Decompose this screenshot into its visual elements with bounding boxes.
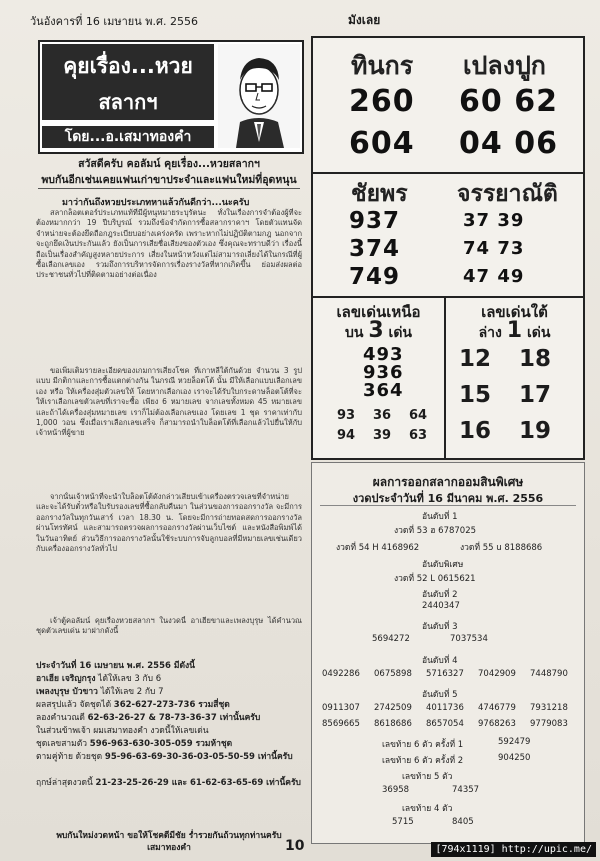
prize-number: งวดที่ 53 ฮ 6787025 xyxy=(394,526,477,536)
prize-label: เลขท้าย 4 ตัว xyxy=(402,804,453,814)
prediction-row xyxy=(36,725,302,738)
prediction-label: ฤกษ์ล่าสุดงวดนี้ xyxy=(36,778,93,788)
prize-number: 4746779 xyxy=(478,703,516,713)
two-digit-number: 15 xyxy=(459,382,492,408)
two-digit-pair: 04 06 xyxy=(459,126,558,161)
two-digit-pair: 74 73 xyxy=(463,238,525,259)
lucky-numbers-panel xyxy=(311,36,585,460)
prize-label: เลขท้าย 6 ตัว ครั้งที่ 1 xyxy=(382,740,464,750)
prediction-value: 362-627-273-736 รวมสี่ชุด xyxy=(113,700,230,710)
two-digit-number: 12 xyxy=(459,346,492,372)
prize-label: อันดับที่ 5 xyxy=(422,690,458,700)
image-watermark: [794x1119] http://upic.me/ xyxy=(431,842,596,857)
two-digit-pair: 47 49 xyxy=(463,266,525,287)
article-text: เจ้าตู้คอลัมน์ คุยเรื่องหวยสลากฯ ในงวดนี้ อาเฮียขาและเพลงบุรุษ ได้คำนวณชุดตัวเลขเด่น มาฝากดังนี้ xyxy=(36,616,302,636)
prediction-value: 95-96-63-69-30-36-03-05-50-59 เท่านี้ครับ xyxy=(104,752,293,762)
savings-lottery-results xyxy=(311,462,585,844)
two-digit-number: 16 xyxy=(459,418,492,444)
prediction-label: เพลงบุรุษ บัวขาว xyxy=(36,687,98,697)
two-digit-number: 18 xyxy=(519,346,552,372)
page-footer xyxy=(0,838,600,861)
prize-number: 8569665 xyxy=(322,719,360,729)
prediction-label: ผลสรุปแล้ว จัดชุดได้ xyxy=(36,700,112,710)
prize-number: 5694272 xyxy=(372,634,410,644)
predictor-name: เปลงปูก xyxy=(463,51,546,80)
predictor-name: ชัยพร xyxy=(351,181,408,207)
prediction-row xyxy=(36,712,302,725)
three-digit-number: 374 xyxy=(349,236,401,262)
prediction-date xyxy=(36,660,302,673)
column-article xyxy=(22,30,304,853)
two-digit-number: 94 xyxy=(337,428,356,443)
prize-number: 74357 xyxy=(452,785,480,795)
prize-number: 5716327 xyxy=(426,669,464,679)
prediction-value: 62-63-26-27 & 78-73-36-37 เท่านั้นครับ xyxy=(87,713,261,723)
results-subtitle: งวดประจำวันที่ 16 มีนาคม พ.ศ. 2556 xyxy=(352,492,544,505)
prize-label: อันดับที่ 2 xyxy=(422,590,458,600)
lower-prefix: ล่าง xyxy=(478,325,502,341)
author-portrait-icon xyxy=(218,44,300,148)
predictor-name: จรรยาณัติ xyxy=(457,181,558,207)
prediction-label: ในส่วนข้าพเจ้า xyxy=(36,726,91,736)
prize-number: 592479 xyxy=(498,737,531,747)
article-text: ขอเพิ่มเติมรายละเอียดของเกมการเสี่ยงโชค ที่เกาหลีใต้กันด้วย จำนวน 3 รูปแบบ มีกติกาและการซื้อแตกต่างกัน ในกรณี หวยล็อตโต้ นั้น มีให้เลือกแบบเลือกเลขเอง หรือ ให้เครื่องสุ่มตัวเลขให้ โดยหากเลือกเอง เราจะได้รับใบกระดาษล็อตโต้ที่จะให้เราเลือกเลขตัวเลขที่เราจะซื้อ เพียง 6 หมายเลข จากเลขทั้งหมด 45 หมายเลข และถ้าได้เครื่องสุ่มหมายเลข เราก็ไม่ต้องเลือกเลขเอง โดยเลข 1 ชุด ราคาเท่ากับ 1,000 วอน ซึ่งเมื่อเราเลือกเลขเสร็จ ก็สามารถนำใบล็อตโต้ที่เลือกแล้วไปยื่นให้กับเจ้าหน้าที่ผู้ขาย xyxy=(36,366,302,438)
column-author: โดย...อ.เสมาทองคำ xyxy=(42,126,214,148)
publication-name: มังเลย xyxy=(348,13,381,27)
prize-number: 7042909 xyxy=(478,669,516,679)
divider xyxy=(320,505,576,506)
three-digit-number: 260 xyxy=(349,84,415,119)
prize-number: 8405 xyxy=(452,817,474,827)
prize-number: 2742509 xyxy=(374,703,412,713)
prediction-label: ตามคู่ท้าย ด้วยชุด xyxy=(36,752,103,762)
column-title-line2: สลากฯ xyxy=(98,90,158,114)
lower-digit: 1 xyxy=(506,318,523,343)
two-digit-pair: 37 39 xyxy=(463,210,525,231)
page-header xyxy=(18,8,582,30)
prize-label: อันดับที่ 3 xyxy=(422,622,458,632)
prediction-row xyxy=(36,777,302,803)
prize-number: งวดที่ 54 H 4168962 xyxy=(336,543,420,553)
prize-number: 9768263 xyxy=(478,719,516,729)
three-digit-number: 937 xyxy=(349,208,401,234)
prize-number: 5715 xyxy=(392,817,414,827)
prize-number: 2440347 xyxy=(422,601,460,611)
prize-number: 7448790 xyxy=(530,669,568,679)
divider xyxy=(38,188,300,189)
prize-label: อันดับที่ 1 xyxy=(422,512,458,522)
prize-number: 8618686 xyxy=(374,719,412,729)
prediction-label: ลองคำนวณดี xyxy=(36,713,85,723)
prediction-row xyxy=(36,686,302,699)
upper-title: เลขเด่นเหนือ xyxy=(336,303,421,321)
three-digit-number: 749 xyxy=(349,264,401,290)
prize-number: 7931218 xyxy=(530,703,568,713)
page-number: 10 xyxy=(285,838,305,854)
predictor-name: ทินกร xyxy=(351,51,414,80)
upper-subtitle xyxy=(313,318,444,344)
divider xyxy=(313,296,583,298)
prize-number: 0675898 xyxy=(374,669,412,679)
two-digit-number: 39 xyxy=(373,428,392,443)
article-paragraph-3 xyxy=(36,492,302,616)
prize-number: งวดที่ 55 u 8188686 xyxy=(460,543,543,553)
signoff-name: เสมาทองคำ xyxy=(147,843,191,853)
prize-label: อันดับที่ 4 xyxy=(422,656,458,666)
column-masthead xyxy=(38,40,304,154)
lower-suffix: เด่น xyxy=(526,325,551,341)
two-digit-number: 19 xyxy=(519,418,552,444)
prediction-value: ผมเสมาทองคำ งวดนี้ให้เลขเด่น xyxy=(93,726,209,736)
lower-title: เลขเด่นใต้ xyxy=(481,303,548,321)
divider xyxy=(313,172,583,174)
prize-number: งวดที่ 52 L 0615621 xyxy=(394,574,476,584)
article-text: สลากล็อตเตอร์ประเภทแท้ที่มีผู้หนุหมายระบุรัตนะ ทั้งในเรื่องการจำต้องผู้ที่จะต้องหมากกว่า 19 ปีบริบูรณ์ รวมถึงข้อจำกัดการซื้อสลากราคาฯ โดยตัวแทนจัดจำหน่ายจะต้องยึดถือกฎระเบียบอย่างเคร่งครัด เพราะหากไม่ปฏิบัติตามกฎ นอกจากจะถูกยึดเงินประกันแล้ว ยังเป็นการเสียชื่อเสียงของตัวเอง ซึ่งคุณจะทราบดีว่า เรื่องนี้ถือเป็นเรื่องสำคัญสูงหลายประการ เสี่ยงในหน้าหวังแต่ไม่สามารถเลี่ยงได้ในกรณีที่ผู้ซื้อเลือกเลขเอง รวมถึงการบริหารจัดการเรื่องรางวัลที่หากเกิดขึ้น ย่อมส่งผลต่อประชาชนทั่วไปที่ติดตามอย่างต่อเนื่อง xyxy=(36,208,302,280)
two-digit-number: 63 xyxy=(409,428,428,443)
prediction-row xyxy=(36,751,302,777)
three-digit-number: 936 xyxy=(363,362,404,383)
prediction-value: ได้ให้เลข 3 กับ 6 xyxy=(98,674,162,684)
prediction-label: ชุดเลขสามตัว xyxy=(36,739,88,749)
prediction-row xyxy=(36,699,302,712)
column-title xyxy=(42,44,214,120)
prize-number: 0492286 xyxy=(322,669,360,679)
prediction-label: อาเฮีย เจริญกรุง xyxy=(36,674,96,684)
number-predictions xyxy=(36,660,302,803)
prize-label: อันดับพิเศษ xyxy=(422,560,464,570)
upper-suffix: เด่น xyxy=(388,325,412,341)
prediction-row xyxy=(36,673,302,686)
prize-number: 36958 xyxy=(382,785,410,795)
column-title-line1: คุยเรื่อง...หวย xyxy=(63,54,193,78)
prize-number: 0911307 xyxy=(322,703,360,713)
issue-date: วันอังคารที่ 16 เมษายน พ.ศ. 2556 xyxy=(30,15,198,28)
article-text: จากนั้นเจ้าหน้าที่จะนำใบล็อตโต้ดังกล่าวเสียบเข้าเครื่องตรวจเลขที่จำหน่าย และจะได้รับตั๋วหรือใบรับรองเลขที่ซื้อกลับคืนมา ในส่วนของการออกรางวัล จะมีการออกรางวัลในทุกวันเสาร์ เวลา 18.30 น. โดยจะมีการถ่ายทอดสดการออกรางวัลผ่านโทรทัศน์ และสามารถตรวจผลการออกรางวัลผ่านเว็บไซต์ และหนังสือพิมพ์ได้ในวันอาทิตย์ ส่วนวิธีการออกรางวัลนั้นใช้ระบบการจับลูกบอลที่มีหมายเลขเช่นเดียวกับเครื่องออกรางวัลทั่วไป xyxy=(36,492,302,554)
signoff-line1: พบกันใหม่งวดหน้า ขอให้โชคดีมีชัย ร่ำรวยกันถ้วนทุกท่านครับ xyxy=(56,831,282,841)
two-digit-number: 36 xyxy=(373,408,392,423)
upper-prefix: บน xyxy=(345,325,364,341)
three-digit-number: 493 xyxy=(363,344,404,365)
prize-number: 9779083 xyxy=(530,719,568,729)
prize-number: 8657054 xyxy=(426,719,464,729)
two-digit-number: 93 xyxy=(337,408,356,423)
article-paragraph-4 xyxy=(36,616,302,656)
column-subtitle: พบกันอีกเช่นเคยแฟนเก่าขาประจำและแฟนใหม่ที่อุดหนุน xyxy=(41,174,297,186)
article-paragraph-2 xyxy=(36,366,302,490)
three-digit-number: 604 xyxy=(349,126,415,161)
two-digit-number: 17 xyxy=(519,382,552,408)
prediction-value: ได้ให้เลข 2 กับ 7 xyxy=(100,687,164,697)
article-paragraph-1 xyxy=(36,208,302,354)
article-lead: มาว่ากันถึงหวยประเภทหาแล้วกันดีกว่า...นะครับ xyxy=(62,198,250,208)
prize-label: เลขท้าย 5 ตัว xyxy=(402,772,453,782)
two-digit-number: 64 xyxy=(409,408,428,423)
prize-number: 4011736 xyxy=(426,703,464,713)
two-digit-pair: 60 62 xyxy=(459,84,558,119)
prediction-row xyxy=(36,738,302,751)
prize-number: 904250 xyxy=(498,753,531,763)
upper-digit: 3 xyxy=(368,318,384,343)
prediction-value: 21-23-25-26-29 และ 61-62-63-65-69 เท่านี้ครับ xyxy=(95,778,301,788)
prize-label: เลขท้าย 6 ตัว ครั้งที่ 2 xyxy=(382,756,464,766)
three-digit-number: 364 xyxy=(363,380,404,401)
prediction-value: 596-963-630-305-059 รวมห้าชุด xyxy=(89,739,233,749)
lower-subtitle xyxy=(446,318,583,344)
prize-number: 7037534 xyxy=(450,634,488,644)
results-title: ผลการออกสลากออมสินพิเศษ xyxy=(372,475,524,489)
column-greeting: สวัสดีครับ คอลัมน์ คุยเรื่อง...หวยสลากฯ xyxy=(78,158,260,170)
prediction-date-text: ประจำวันที่ 16 เมษายน พ.ศ. 2556 มีดังนี้ xyxy=(36,661,195,671)
